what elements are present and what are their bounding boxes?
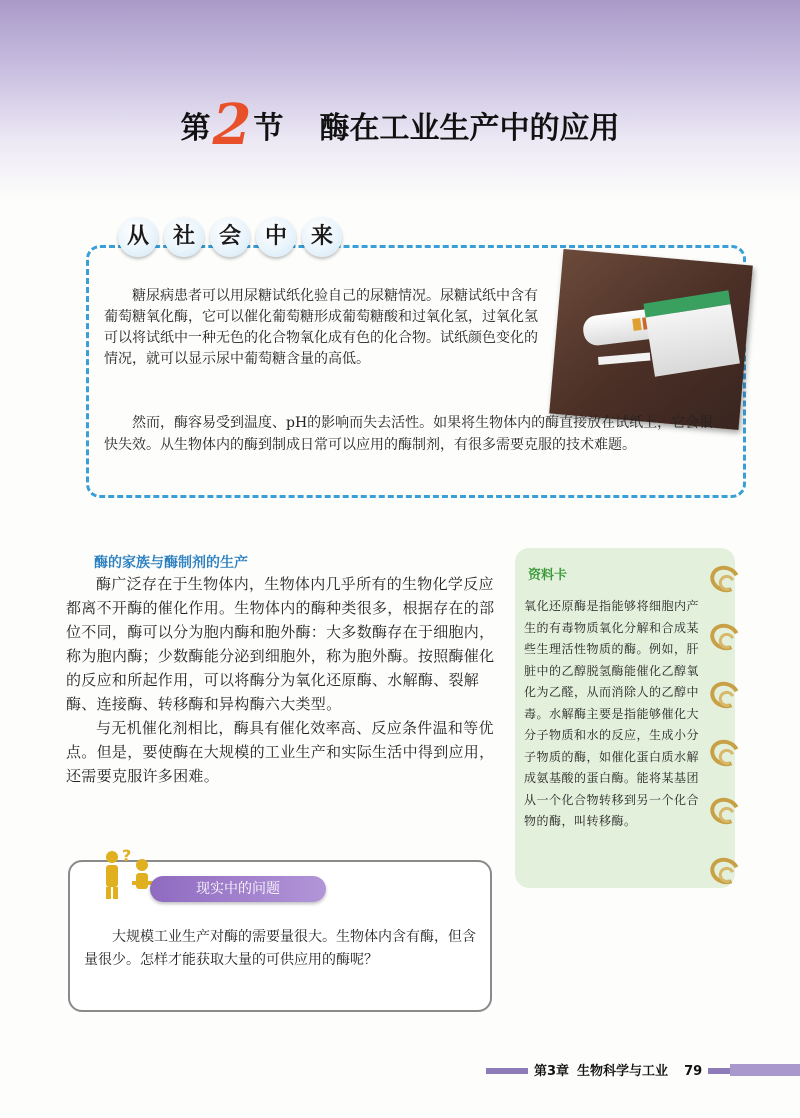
society-paragraph-1: 糖尿病患者可以用尿糖试纸化验自己的尿糖情况。尿糖试纸中含有葡萄糖氧化酶，它可以催化葡萄糖形成葡萄糖酸和过氧化氢，过氧化氢可以将试纸中一种无色的化合物氧化成有色的化合物。试纸颜色变化的情况，就可以显示尿中葡萄糖含量的高低。 (104, 288, 538, 367)
society-tag-char: 从 (118, 217, 158, 257)
binder-ring-icon (706, 562, 743, 597)
body-paragraph-2: 与无机催化剂相比，酶具有催化效率高、反应条件温和等优点。但是，要使酶在大规模的工业生产和实际生活中得到应用，还需要克服许多困难。 (66, 719, 495, 785)
binder-ring-icon (706, 678, 743, 713)
problem-text: 大规模工业生产对酶的需要量很大。生物体内含有酶，但含量很少。怎样才能获取大量的可供应用的酶呢？ (84, 929, 476, 968)
section-heading: 酶的家族与酶制剂的生产 (94, 555, 248, 571)
problem-tag: 现实中的问题 (150, 876, 326, 902)
footer (528, 1060, 708, 1079)
section-body (66, 572, 496, 788)
society-paragraph-2: 然而，酶容易受到温度、pH的影响而失去活性。如果将生物体内的酶直接放在试纸上，它会很快失效。从生物体内的酶到制成日常可以应用的酶制剂，有很多需要克服的技术难题。 (104, 415, 714, 453)
society-tag-char: 来 (302, 217, 342, 257)
binder-ring-icon (706, 854, 743, 889)
svg-text:?: ? (122, 846, 132, 865)
society-tag-char: 社 (164, 217, 204, 257)
test-strip (598, 352, 650, 365)
test-strip-photo (549, 249, 753, 430)
footer-chapter-title: 生物科学与工业 (577, 1064, 669, 1079)
footer-bar-accent (730, 1064, 800, 1076)
test-strip-package (643, 290, 740, 377)
society-tag-char: 中 (256, 217, 296, 257)
binder-ring-icon (706, 736, 743, 771)
footer-chapter: 第3章 (534, 1064, 570, 1079)
info-card-title: 资料卡 (528, 568, 568, 583)
binder-ring-icon (706, 620, 743, 655)
title-suffix: 节 (253, 111, 284, 146)
title-prefix: 第 (180, 111, 211, 146)
binder-rings (706, 566, 750, 896)
body-paragraph-1: 酶广泛存在于生物体内，生物体内几乎所有的生物化学反应都离不开酶的催化作用。生物体内的酶种类很多，根据存在的部位不同，酶可以分为胞内酶和胞外酶：大多数酶存在于细胞内，称为胞内酶；少数酶能分泌到细胞外，称为胞外酶。按照酶催化的反应和所起作用，可以将酶分为氧化还原酶、水解酶、裂解酶、连接酶、转移酶和异构酶六大类型。 (66, 575, 495, 713)
society-tag (118, 214, 348, 260)
page-number: 79 (684, 1064, 703, 1079)
society-tag-char: 会 (210, 217, 250, 257)
binder-ring-icon (706, 794, 743, 829)
section-number: 2 (212, 92, 252, 158)
title-main: 酶在工业生产中的应用 (319, 111, 620, 146)
info-card-text: 氧化还原酶是指能够将细胞内产生的有毒物质氧化分解和合成某些生理活性物质的酶。例如，肝脏中的乙醇脱氢酶能催化乙醇氧化为乙醛，从而消除人的乙醇中毒。水解酶主要是指能够催化大分子物质和水的反应，生成小分子物质的酶，如催化蛋白质水解成氨基酸的蛋白酶。能将某基团从一个化合物转移到另一个化合物的酶，叫转移酶。 (524, 599, 700, 828)
page-title (0, 92, 800, 158)
